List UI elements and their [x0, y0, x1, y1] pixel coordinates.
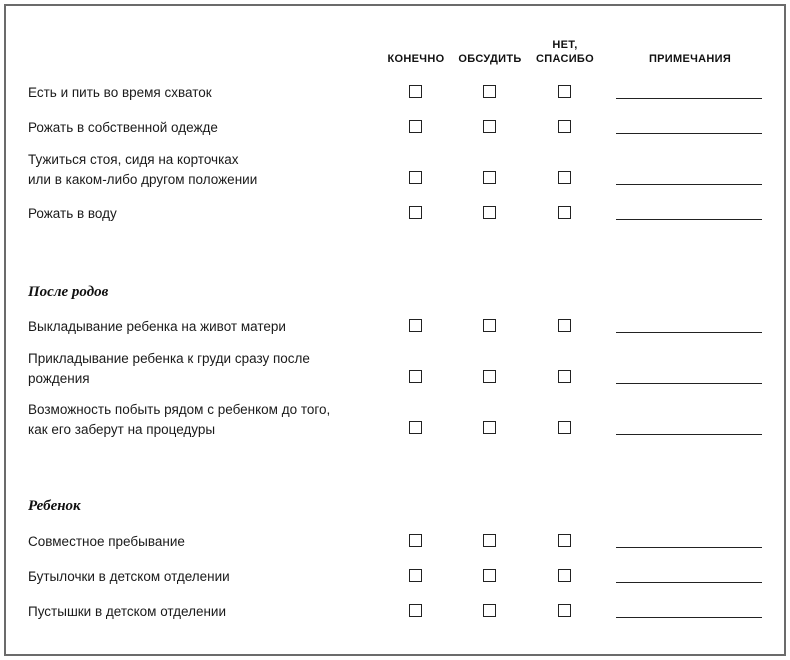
row-label: Есть и пить во время схваток: [28, 85, 212, 100]
row-label: Возможность побыть рядом с ребенком до того, как его заберут на процедуры: [28, 402, 331, 437]
header-discuss-label: ОБСУДИТЬ: [458, 53, 522, 65]
notes-field[interactable]: [616, 617, 762, 618]
checkbox-no-thanks[interactable]: [558, 534, 571, 547]
notes-field[interactable]: [616, 434, 762, 435]
row-label: Рожать в воду: [28, 206, 117, 221]
checkbox-discuss[interactable]: [483, 206, 496, 219]
checkbox-definitely[interactable]: [409, 85, 422, 98]
row-label: Совместное пребывание: [28, 534, 185, 549]
checkbox-definitely[interactable]: [409, 171, 422, 184]
row-label: Рожать в собственной одежде: [28, 120, 218, 135]
checkbox-no-thanks[interactable]: [558, 171, 571, 184]
checkbox-definitely[interactable]: [409, 120, 422, 133]
header-no-thanks: [534, 38, 596, 66]
checkbox-no-thanks[interactable]: [558, 120, 571, 133]
notes-field[interactable]: [616, 383, 762, 384]
notes-field[interactable]: [616, 582, 762, 583]
checkbox-no-thanks[interactable]: [558, 85, 571, 98]
checkbox-no-thanks[interactable]: [558, 604, 571, 617]
notes-field[interactable]: [616, 184, 762, 185]
notes-field[interactable]: [616, 133, 762, 134]
checkbox-definitely[interactable]: [409, 569, 422, 582]
checkbox-definitely[interactable]: [409, 534, 422, 547]
header-no-thanks-line2: СПАСИБО: [536, 53, 594, 65]
row-label: Выкладывание ребенка на живот матери: [28, 319, 286, 334]
checkbox-discuss[interactable]: [483, 171, 496, 184]
checkbox-no-thanks[interactable]: [558, 206, 571, 219]
row-label: Тужиться стоя, сидя на корточках или в каком-либо другом положении: [28, 152, 258, 187]
header-notes: [640, 52, 740, 66]
header-no-thanks-line1: НЕТ,: [552, 39, 578, 51]
checkbox-discuss[interactable]: [483, 534, 496, 547]
section-title-after-birth: После родов: [28, 284, 109, 300]
checkbox-no-thanks[interactable]: [558, 421, 571, 434]
checkbox-discuss[interactable]: [483, 370, 496, 383]
checkbox-no-thanks[interactable]: [558, 319, 571, 332]
checkbox-discuss[interactable]: [483, 319, 496, 332]
checkbox-discuss[interactable]: [483, 120, 496, 133]
section-title-baby: Ребенок: [28, 498, 81, 514]
checkbox-discuss[interactable]: [483, 569, 496, 582]
row-label: Бутылочки в детском отделении: [28, 569, 230, 584]
header-discuss: [457, 52, 523, 66]
checkbox-discuss[interactable]: [483, 604, 496, 617]
notes-field[interactable]: [616, 332, 762, 333]
notes-field[interactable]: [616, 547, 762, 548]
notes-field[interactable]: [616, 98, 762, 99]
checkbox-discuss[interactable]: [483, 421, 496, 434]
notes-field[interactable]: [616, 219, 762, 220]
checkbox-definitely[interactable]: [409, 206, 422, 219]
header-definitely-label: КОНЕЧНО: [387, 53, 445, 65]
checkbox-no-thanks[interactable]: [558, 569, 571, 582]
checkbox-definitely[interactable]: [409, 421, 422, 434]
row-label: Пустышки в детском отделении: [28, 604, 227, 619]
header-notes-label: ПРИМЕЧАНИЯ: [648, 53, 732, 65]
checkbox-discuss[interactable]: [483, 85, 496, 98]
checkbox-definitely[interactable]: [409, 319, 422, 332]
checkbox-no-thanks[interactable]: [558, 370, 571, 383]
header-definitely: [386, 52, 446, 66]
row-label: Прикладывание ребенка к груди сразу после рождения: [28, 351, 310, 386]
checkbox-definitely[interactable]: [409, 370, 422, 383]
checkbox-definitely[interactable]: [409, 604, 422, 617]
